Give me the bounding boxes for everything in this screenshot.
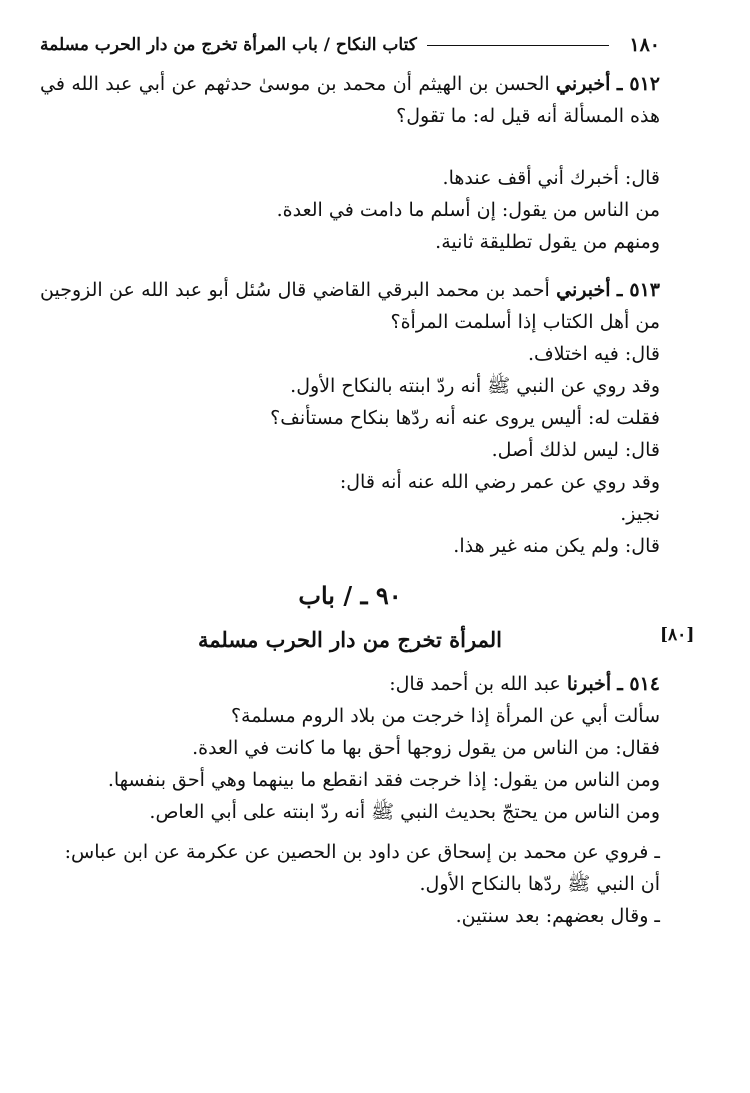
header-rule [427,45,610,46]
page-number: ١٨٠ [629,34,660,56]
margin-marker: [٨٠] [660,625,695,645]
page-body [40,68,660,932]
item-number: ٥١٢ ـ [616,73,661,95]
paragraph-text: عبد الله بن أحمد قال: [389,673,561,695]
text-line: وقد روي عن عمر رضي الله عنه أنه قال: [339,471,660,493]
chapter-heading: ٩٠ ـ / باب [298,581,402,610]
text-line: فقلت له: أليس يروى عنه أنه ردّها بنكاح مستأنف؟ [270,407,660,429]
chapter-subtitle: المرأة تخرج من دار الحرب مسلمة [198,627,502,652]
text-line: قال: أخبرك أني أقف عندها. [442,167,660,189]
text-line: ومنهم من يقول تطليقة ثانية. [435,231,660,253]
narration-lead: أخبرنا [566,673,612,695]
item-number: ٥١٣ ـ [616,279,660,301]
text-line: من الناس من يقول: إن أسلم ما دامت في العدة. [276,199,660,221]
text-line: نجيز. [620,503,660,525]
text-line: سألت أبي عن المرأة إذا خرجت من بلاد الروم مسلمة؟ [230,705,660,727]
paragraph-text: الحسن بن الهيثم أن محمد بن موسىٰ حدثهم عن أبي عبد الله في هذه المسألة أنه قيل له: ما تقول؟ [40,73,660,127]
running-title: كتاب النكاح / باب المرأة تخرج من دار الحرب مسلمة [40,35,417,55]
item-number: ٥١٤ ـ [617,673,660,695]
continuation-paragraph: ـ فروي عن محمد بن إسحاق عن داود بن الحصين عن عكرمة عن ابن عباس: [64,841,660,863]
text-line: وقد روي عن النبي ﷺ أنه ردّ ابنته بالنكاح الأول. [290,375,660,397]
text-line: قال: فيه اختلاف. [528,343,660,365]
narration-lead: أخبرني [556,279,611,301]
text-line: فقال: من الناس من يقول زوجها أحق بها ما كانت في العدة. [192,737,660,759]
paragraph-text: أحمد بن محمد البرقي القاضي قال سُئل أبو عبد الله عن الزوجين من أهل الكتاب إذا أسلمت المرأة؟ [40,279,660,333]
text-line: ومن الناس من يقول: إذا خرجت فقد انقطع ما بينهما وهي أحق بنفسها. [107,769,660,791]
paragraph-513 [40,274,660,338]
text-line: ومن الناس من يحتجّ بحديث النبي ﷺ أنه ردّ ابنته على أبي العاص. [149,801,660,823]
text-line: قال: ولم يكن منه غير هذا. [453,535,660,557]
paragraph-512 [40,68,660,132]
running-header [40,32,660,58]
narration-lead: أخبرني [556,73,611,95]
text-line: أن النبي ﷺ ردّها بالنكاح الأول. [419,873,660,895]
paragraph-514 [40,668,660,700]
text-line: قال: ليس لذلك أصل. [491,439,660,461]
text-line: ـ وقال بعضهم: بعد سنتين. [455,905,660,927]
